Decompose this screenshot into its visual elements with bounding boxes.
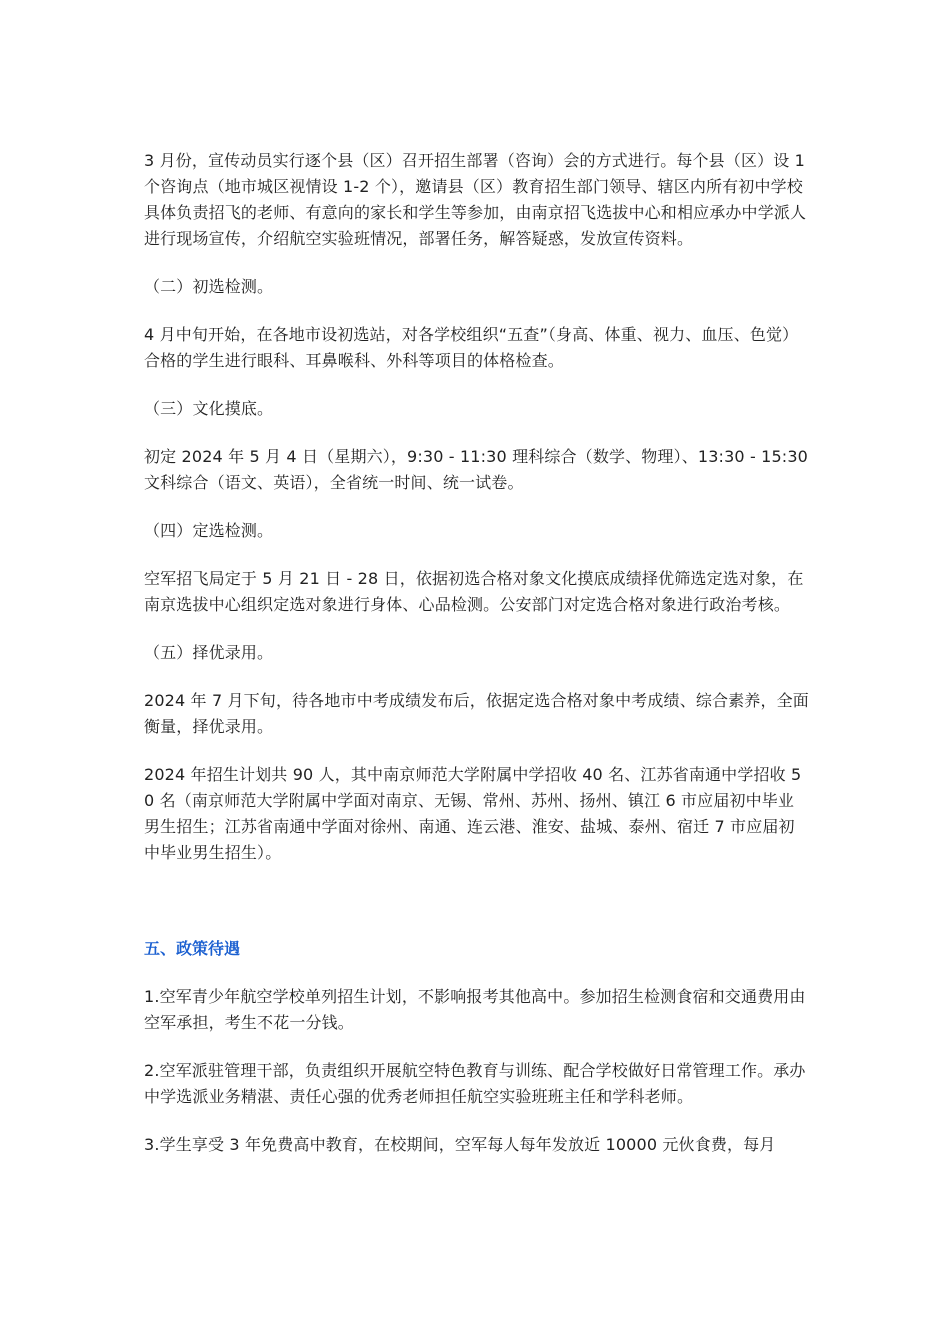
subheading-final-selection: （四）定选检测。: [144, 521, 274, 540]
paragraph-final-selection: 空军招飞局定于 5 月 21 日 - 28 日，依据初选合格对象文化摸底成绩择优筛选定选对象，在南京选拔中心组织定选对象进行身体、心品检测。公安部门对定选合格对象进行政治考核。: [144, 569, 804, 614]
paragraph-policy-2: 2.空军派驻管理干部，负责组织开展航空特色教育与训练、配合学校做好日常管理工作。承办中学选派业务精湛、责任心强的优秀老师担任航空实验班班主任和学科老师。: [144, 1061, 806, 1106]
paragraph-policy-1: 1.空军青少年航空学校单列招生计划，不影响报考其他高中。参加招生检测食宿和交通费用由空军承担，考生不花一分钱。: [144, 987, 806, 1032]
paragraph-enrollment-plan: 2024 年招生计划共 90 人，其中南京师范大学附属中学招收 40 名、江苏省南通中学招收 50 名（南京师范大学附属中学面对南京、无锡、常州、苏州、扬州、镇江 6 市应届初中毕业男生招生；江苏省南通中学面对徐州、南通、连云港、淮安、盐城、泰州、宿迁 7 市应届初中毕业男生招生）。: [144, 765, 802, 862]
subheading-culture-exam: （三）文化摸底。: [144, 399, 274, 418]
paragraph-policy-3: 3.学生享受 3 年免费高中教育，在校期间，空军每人每年发放近 10000 元伙食费，每月: [144, 1135, 776, 1154]
paragraph-publicity: 3 月份，宣传动员实行逐个县（区）召开招生部署（咨询）会的方式进行。每个县（区）设 1 个咨询点（地市城区视情设 1-2 个），邀请县（区）教育招生部门领导、辖区内所有初中学校具体负责招飞的老师、有意向的家长和学生等参加，由南京招飞选拔中心和相应承办中学派人进行现场宣传，介绍航空实验班情况，部署任务，解答疑惑，发放宣传资料。: [144, 151, 807, 248]
section-title-policy: 五、政策待遇: [144, 939, 241, 958]
subheading-preliminary-test: （二）初选检测。: [144, 277, 274, 296]
subheading-admission: （五）择优录用。: [144, 643, 274, 662]
paragraph-preliminary-test: 4 月中旬开始，在各地市设初选站，对各学校组织“五查”（身高、体重、视力、血压、色觉）合格的学生进行眼科、耳鼻喉科、外科等项目的体格检查。: [144, 325, 799, 370]
paragraph-culture-exam: 初定 2024 年 5 月 4 日（星期六），9:30 - 11:30 理科综合（数学、物理）、13:30 - 15:30 文科综合（语文、英语），全省统一时间、统一试卷。: [144, 447, 808, 492]
document-page: [144, 148, 810, 1158]
paragraph-admission: 2024 年 7 月下旬，待各地市中考成绩发布后，依据定选合格对象中考成绩、综合素养，全面衡量，择优录用。: [144, 691, 809, 736]
